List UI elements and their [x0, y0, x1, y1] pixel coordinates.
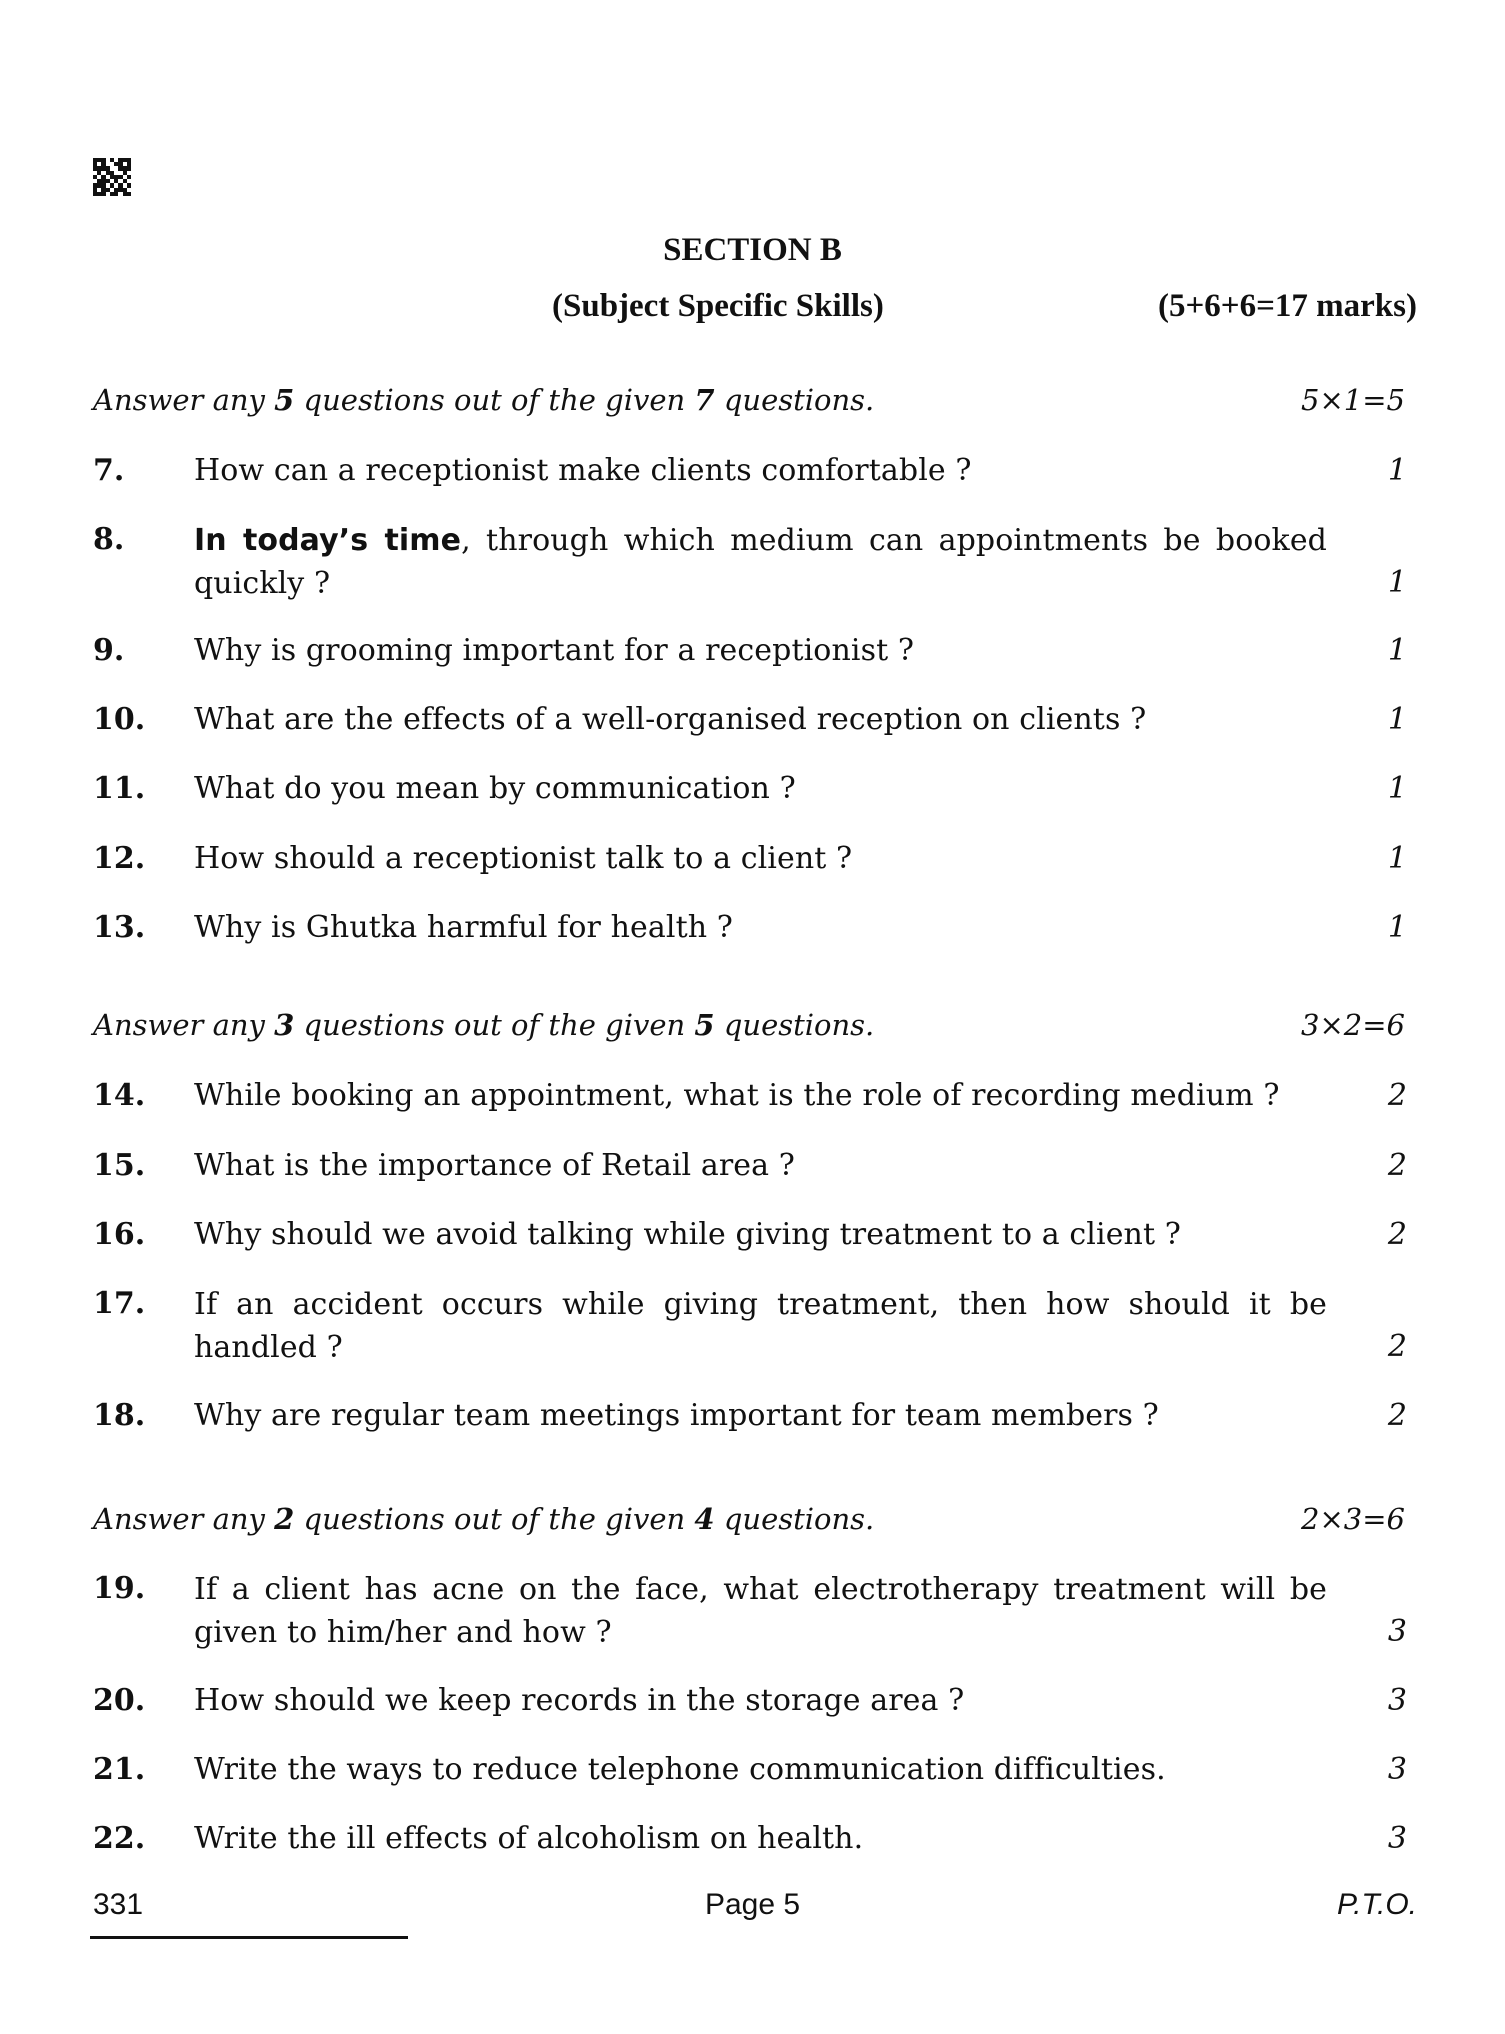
question-item [93, 1818, 1407, 1862]
group-instruction: Answer any 3 questions out of the given 5 questions. 3×2=6 [93, 1008, 1405, 1042]
question-number: 13. [93, 910, 146, 945]
question-text: How should we keep records in the storage area ? [194, 1683, 965, 1718]
question-text: In today’s time, through which medium can appointments be booked quickly ? [194, 523, 1327, 601]
question-item [93, 1214, 1407, 1258]
question-number: 12. [93, 841, 146, 876]
question-number: 20. [93, 1683, 146, 1718]
question-number: 17. [93, 1286, 146, 1321]
question-mark: 1 [1387, 910, 1407, 945]
question-mark: 3 [1387, 1821, 1407, 1856]
question-mark: 3 [1387, 1614, 1407, 1649]
question-number: 7. [93, 453, 125, 488]
question-item [93, 1145, 1407, 1189]
question-mark: 1 [1387, 702, 1407, 737]
question-item [93, 1568, 1407, 1656]
question-mark: 2 [1387, 1148, 1407, 1183]
question-item [93, 907, 1407, 951]
marks-scheme: 5×1=5 [1301, 383, 1405, 417]
question-number: 15. [93, 1148, 146, 1183]
marks-scheme: 2×3=6 [1301, 1502, 1405, 1536]
question-item [93, 1283, 1407, 1371]
question-text: How should a receptionist talk to a client ? [194, 841, 853, 876]
section-subtitle: (Subject Specific Skills) [552, 288, 884, 324]
question-text: What do you mean by communication ? [194, 771, 796, 806]
question-text: Why are regular team meetings important for team members ? [194, 1398, 1159, 1433]
question-item [93, 768, 1407, 812]
question-text: If a client has acne on the face, what electrotherapy treatment will be given to him/her and how ? [194, 1572, 1327, 1650]
question-number: 22. [93, 1821, 146, 1856]
question-text: If an accident occurs while giving treatment, then how should it be handled ? [194, 1287, 1327, 1365]
question-lead-emphasis: In today’s time [194, 523, 462, 558]
question-text: Why should we avoid talking while giving treatment to a client ? [194, 1217, 1181, 1252]
question-number: 9. [93, 633, 125, 668]
question-number: 8. [93, 522, 125, 557]
question-text: Write the ways to reduce telephone communication difficulties. [194, 1752, 1166, 1787]
question-mark: 1 [1387, 771, 1407, 806]
question-mark: 3 [1387, 1683, 1407, 1718]
question-number: 18. [93, 1398, 146, 1433]
question-mark: 2 [1387, 1329, 1407, 1364]
question-item [93, 1749, 1407, 1793]
question-mark: 2 [1387, 1398, 1407, 1433]
question-text: Write the ill effects of alcoholism on health. [194, 1821, 864, 1856]
question-number: 11. [93, 771, 146, 806]
question-mark: 2 [1387, 1078, 1407, 1113]
question-item [93, 450, 1407, 494]
subject-code: 331 [93, 1888, 144, 1921]
question-mark: 1 [1387, 633, 1407, 668]
question-number: 14. [93, 1078, 146, 1113]
section-title: SECTION B [663, 232, 842, 268]
question-mark: 3 [1387, 1752, 1407, 1787]
question-text: Why is Ghutka harmful for health ? [194, 910, 733, 945]
pto-label: P.T.O. [1336, 1888, 1417, 1921]
question-item [93, 630, 1407, 674]
question-text: What is the importance of Retail area ? [194, 1148, 795, 1183]
question-item [93, 1680, 1407, 1724]
question-number: 10. [93, 702, 146, 737]
question-text: Why is grooming important for a receptionist ? [194, 633, 915, 668]
section-total-marks: (5+6+6=17 marks) [1158, 288, 1417, 324]
qr-code-icon [93, 158, 131, 196]
question-number: 21. [93, 1752, 146, 1787]
marks-scheme: 3×2=6 [1301, 1008, 1405, 1042]
page-number: Page 5 [704, 1888, 801, 1921]
group-instruction: Answer any 2 questions out of the given 4 questions. 2×3=6 [93, 1502, 1405, 1536]
question-mark: 1 [1387, 453, 1407, 488]
question-number: 19. [93, 1571, 146, 1606]
question-number: 16. [93, 1217, 146, 1252]
question-item [93, 519, 1407, 607]
question-item [93, 838, 1407, 882]
question-mark: 1 [1387, 565, 1407, 600]
footer-rule [90, 1936, 408, 1939]
question-item [93, 1075, 1407, 1119]
question-item [93, 1395, 1407, 1439]
question-mark: 1 [1387, 841, 1407, 876]
question-item [93, 699, 1407, 743]
question-text: How can a receptionist make clients comfortable ? [194, 453, 972, 488]
group-instruction: Answer any 5 questions out of the given 7 questions. 5×1=5 [93, 383, 1405, 417]
question-text: While booking an appointment, what is the role of recording medium ? [194, 1078, 1280, 1113]
question-mark: 2 [1387, 1217, 1407, 1252]
question-text: What are the effects of a well-organised reception on clients ? [194, 702, 1147, 737]
